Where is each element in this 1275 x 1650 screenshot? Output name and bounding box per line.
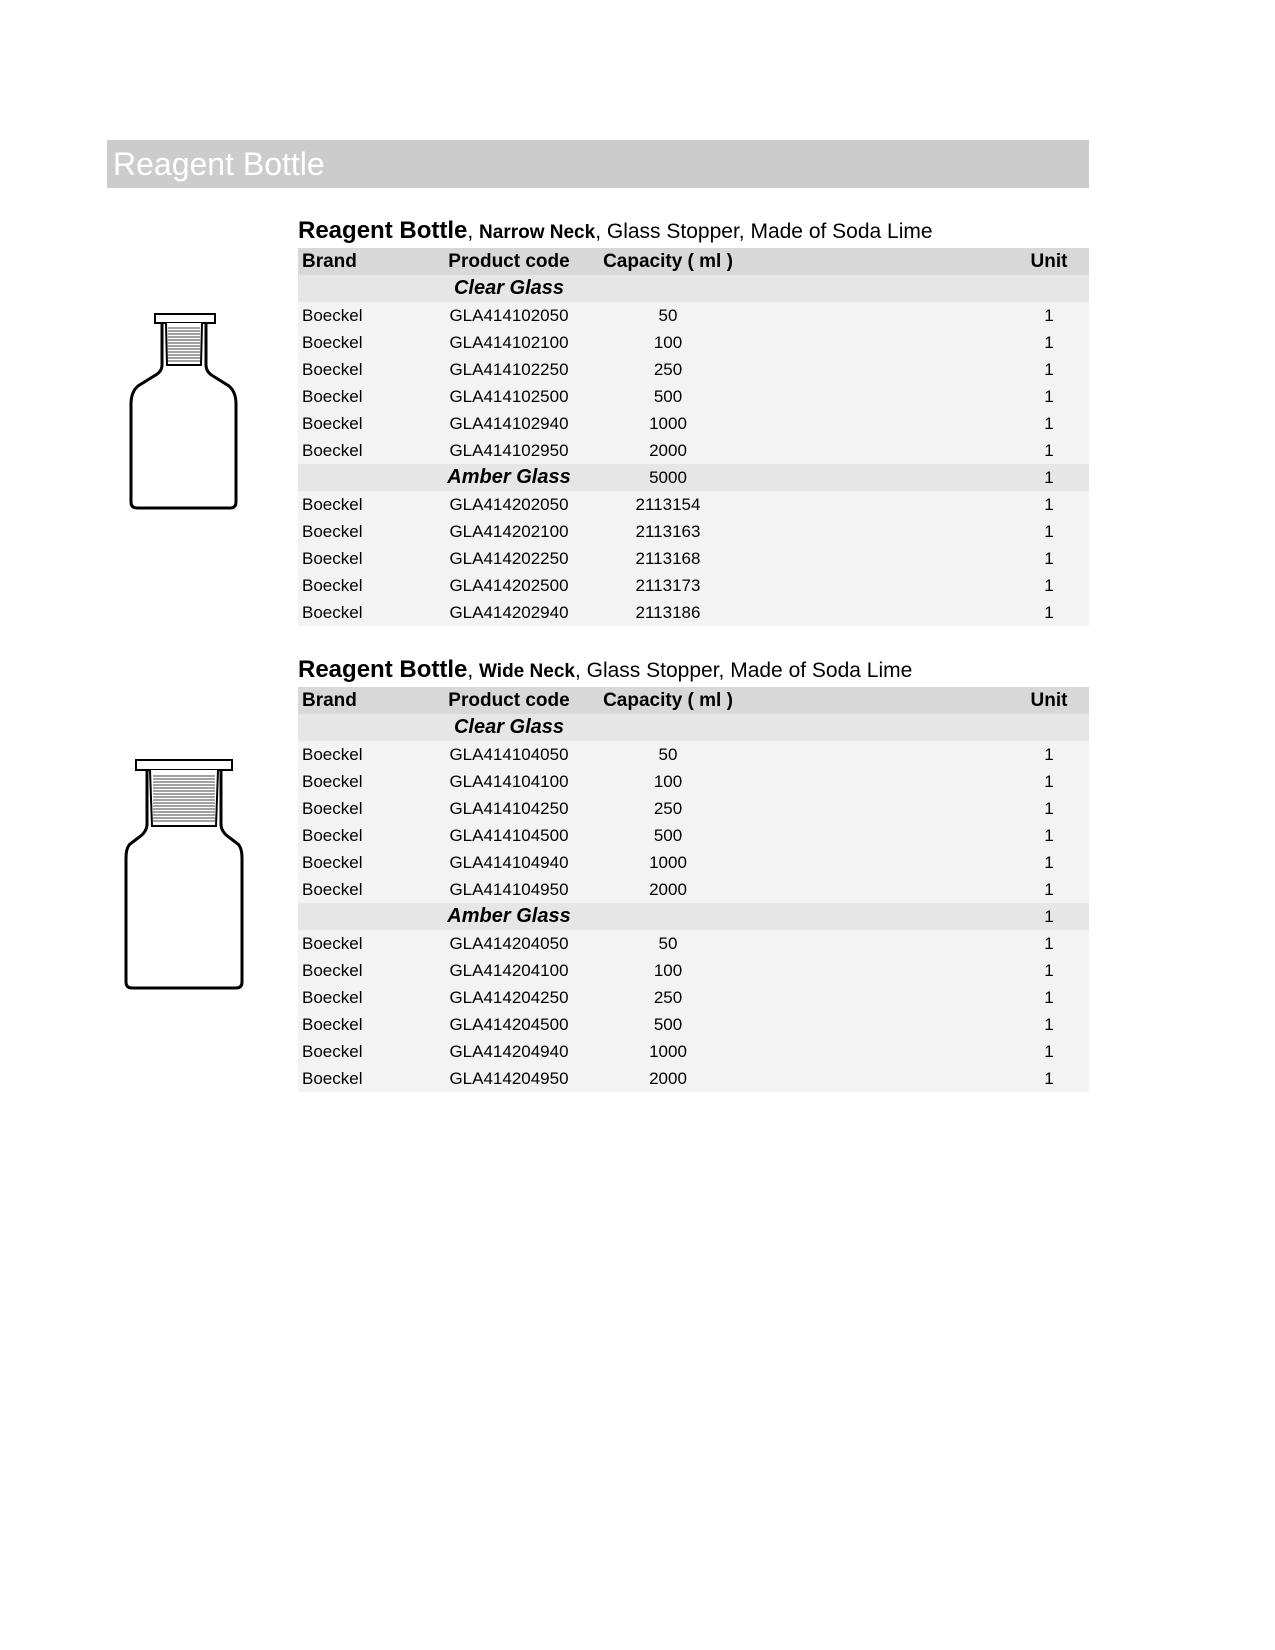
header-capacity: Capacity ( ml ) <box>603 250 733 272</box>
cell-capacity: 500 <box>653 825 683 845</box>
cell-product-code: GLA414102050 <box>449 305 569 325</box>
table-row <box>298 545 1089 572</box>
cell-capacity: 2000 <box>649 440 687 460</box>
table-row <box>298 329 1089 356</box>
cell-unit: 1 <box>1044 521 1054 541</box>
cell-brand: Boeckel <box>302 1014 363 1034</box>
cell-product-code: GLA414204940 <box>449 1041 569 1061</box>
cell-product-code: GLA414104950 <box>449 879 569 899</box>
cell-brand: Boeckel <box>302 548 363 568</box>
cell-capacity: 500 <box>653 386 683 406</box>
cell-unit: 1 <box>1044 602 1054 622</box>
table-row <box>298 930 1089 957</box>
group-unit: 1 <box>1044 906 1054 926</box>
table-row <box>298 302 1089 329</box>
table-row <box>298 410 1089 437</box>
cell-product-code: GLA414204500 <box>449 1014 569 1034</box>
group-row-amber-glass <box>298 464 1089 491</box>
cell-unit: 1 <box>1044 960 1054 980</box>
title-description: , Glass Stopper, Made of Soda Lime <box>574 659 913 682</box>
cell-unit: 1 <box>1044 933 1054 953</box>
cell-capacity: 2113186 <box>635 602 701 622</box>
table-row <box>298 572 1089 599</box>
cell-unit: 1 <box>1044 575 1054 595</box>
header-product-code: Product code <box>448 689 570 711</box>
cell-capacity: 2113168 <box>635 548 701 568</box>
table-row <box>298 437 1089 464</box>
table-row <box>298 383 1089 410</box>
cell-capacity: 100 <box>653 771 683 791</box>
title-main: Reagent Bottle <box>298 217 468 244</box>
cell-capacity: 500 <box>653 1014 683 1034</box>
cell-product-code: GLA414102940 <box>449 413 569 433</box>
cell-product-code: GLA414202050 <box>449 494 569 514</box>
group-row-clear-glass <box>298 275 1089 302</box>
cell-capacity: 250 <box>653 987 683 1007</box>
cell-product-code: GLA414202250 <box>449 548 569 568</box>
cell-unit: 1 <box>1044 987 1054 1007</box>
title-neck-type: Wide Neck <box>479 661 575 682</box>
cell-brand: Boeckel <box>302 1068 363 1088</box>
cell-product-code: GLA414202500 <box>449 575 569 595</box>
cell-brand: Boeckel <box>302 771 363 791</box>
group-row-amber-glass <box>298 903 1089 930</box>
narrow-neck-section <box>298 214 1089 626</box>
cell-unit: 1 <box>1044 1041 1054 1061</box>
cell-brand: Boeckel <box>302 933 363 953</box>
cell-capacity: 2000 <box>649 879 687 899</box>
group-unit: 1 <box>1044 467 1054 487</box>
cell-unit: 1 <box>1044 548 1054 568</box>
cell-unit: 1 <box>1044 852 1054 872</box>
header-unit: Unit <box>1030 689 1068 711</box>
cell-capacity: 2113163 <box>635 521 701 541</box>
cell-unit: 1 <box>1044 332 1054 352</box>
table-row <box>298 1038 1089 1065</box>
table-row <box>298 876 1089 903</box>
table-header <box>298 248 1089 275</box>
product-table <box>298 687 1089 1092</box>
group-label: Clear Glass <box>453 277 565 299</box>
cell-brand: Boeckel <box>302 359 363 379</box>
wide-neck-bottle-icon <box>122 752 248 992</box>
cell-brand: Boeckel <box>302 332 363 352</box>
cell-brand: Boeckel <box>302 305 363 325</box>
title-main: Reagent Bottle <box>298 656 468 683</box>
table-row <box>298 822 1089 849</box>
cell-brand: Boeckel <box>302 798 363 818</box>
cell-capacity: 50 <box>658 744 678 764</box>
table-row <box>298 491 1089 518</box>
cell-product-code: GLA414102100 <box>449 332 569 352</box>
cell-product-code: GLA414202940 <box>449 602 569 622</box>
cell-brand: Boeckel <box>302 1041 363 1061</box>
cell-unit: 1 <box>1044 305 1054 325</box>
cell-capacity: 50 <box>658 305 678 325</box>
cell-capacity: 250 <box>653 798 683 818</box>
table-row <box>298 795 1089 822</box>
table-row <box>298 518 1089 545</box>
cell-capacity: 100 <box>653 332 683 352</box>
cell-product-code: GLA414202100 <box>449 521 569 541</box>
cell-unit: 1 <box>1044 359 1054 379</box>
group-capacity: 5000 <box>649 467 687 487</box>
cell-capacity: 1000 <box>649 852 687 872</box>
cell-unit: 1 <box>1044 413 1054 433</box>
table-row <box>298 957 1089 984</box>
page-title-banner <box>107 140 1089 188</box>
narrow-neck-bottle-icon <box>126 310 242 512</box>
group-row-clear-glass <box>298 714 1089 741</box>
cell-brand: Boeckel <box>302 413 363 433</box>
cell-unit: 1 <box>1044 1068 1054 1088</box>
table-row <box>298 1065 1089 1092</box>
header-unit: Unit <box>1030 250 1068 272</box>
cell-capacity: 2000 <box>649 1068 687 1088</box>
title-separator: , <box>467 220 480 243</box>
cell-brand: Boeckel <box>302 494 363 514</box>
table-row <box>298 599 1089 626</box>
cell-unit: 1 <box>1044 744 1054 764</box>
title-description: , Glass Stopper, Made of Soda Lime <box>595 220 933 243</box>
table-row <box>298 849 1089 876</box>
cell-product-code: GLA414102950 <box>449 440 569 460</box>
cell-unit: 1 <box>1044 494 1054 514</box>
cell-unit: 1 <box>1044 798 1054 818</box>
table-header <box>298 687 1089 714</box>
cell-unit: 1 <box>1044 440 1054 460</box>
cell-product-code: GLA414104940 <box>449 852 569 872</box>
cell-product-code: GLA414104250 <box>449 798 569 818</box>
cell-brand: Boeckel <box>302 960 363 980</box>
cell-product-code: GLA414102500 <box>449 386 569 406</box>
cell-capacity: 2113154 <box>635 494 701 514</box>
cell-product-code: GLA414204100 <box>449 960 569 980</box>
table-row <box>298 356 1089 383</box>
group-label: Amber Glass <box>447 905 571 927</box>
section-title <box>298 214 1089 248</box>
table-row <box>298 984 1089 1011</box>
group-label: Amber Glass <box>447 466 571 488</box>
group-label: Clear Glass <box>453 716 565 738</box>
cell-brand: Boeckel <box>302 744 363 764</box>
cell-unit: 1 <box>1044 771 1054 791</box>
cell-unit: 1 <box>1044 825 1054 845</box>
header-capacity: Capacity ( ml ) <box>603 689 733 711</box>
header-brand: Brand <box>302 250 357 272</box>
cell-product-code: GLA414102250 <box>449 359 569 379</box>
cell-product-code: GLA414104500 <box>449 825 569 845</box>
cell-product-code: GLA414104100 <box>449 771 569 791</box>
cell-brand: Boeckel <box>302 521 363 541</box>
cell-capacity: 100 <box>653 960 683 980</box>
cell-unit: 1 <box>1044 879 1054 899</box>
cell-capacity: 50 <box>658 933 678 953</box>
cell-unit: 1 <box>1044 386 1054 406</box>
cell-brand: Boeckel <box>302 987 363 1007</box>
cell-product-code: GLA414104050 <box>449 744 569 764</box>
cell-capacity: 250 <box>653 359 683 379</box>
title-separator: , <box>467 659 480 682</box>
cell-brand: Boeckel <box>302 575 363 595</box>
section-title <box>298 653 1089 687</box>
cell-brand: Boeckel <box>302 386 363 406</box>
cell-brand: Boeckel <box>302 852 363 872</box>
header-product-code: Product code <box>448 250 570 272</box>
cell-product-code: GLA414204950 <box>449 1068 569 1088</box>
cell-brand: Boeckel <box>302 440 363 460</box>
cell-product-code: GLA414204250 <box>449 987 569 1007</box>
product-table <box>298 248 1089 626</box>
cell-capacity: 1000 <box>649 413 687 433</box>
cell-brand: Boeckel <box>302 602 363 622</box>
table-row <box>298 741 1089 768</box>
title-neck-type: Narrow Neck <box>479 222 596 243</box>
table-row <box>298 1011 1089 1038</box>
table-row <box>298 768 1089 795</box>
wide-neck-section <box>298 653 1089 1092</box>
cell-unit: 1 <box>1044 1014 1054 1034</box>
cell-capacity: 1000 <box>649 1041 687 1061</box>
page-title: Reagent Bottle <box>113 146 325 182</box>
cell-capacity: 2113173 <box>635 575 701 595</box>
cell-product-code: GLA414204050 <box>449 933 569 953</box>
cell-brand: Boeckel <box>302 879 363 899</box>
header-brand: Brand <box>302 689 357 711</box>
cell-brand: Boeckel <box>302 825 363 845</box>
